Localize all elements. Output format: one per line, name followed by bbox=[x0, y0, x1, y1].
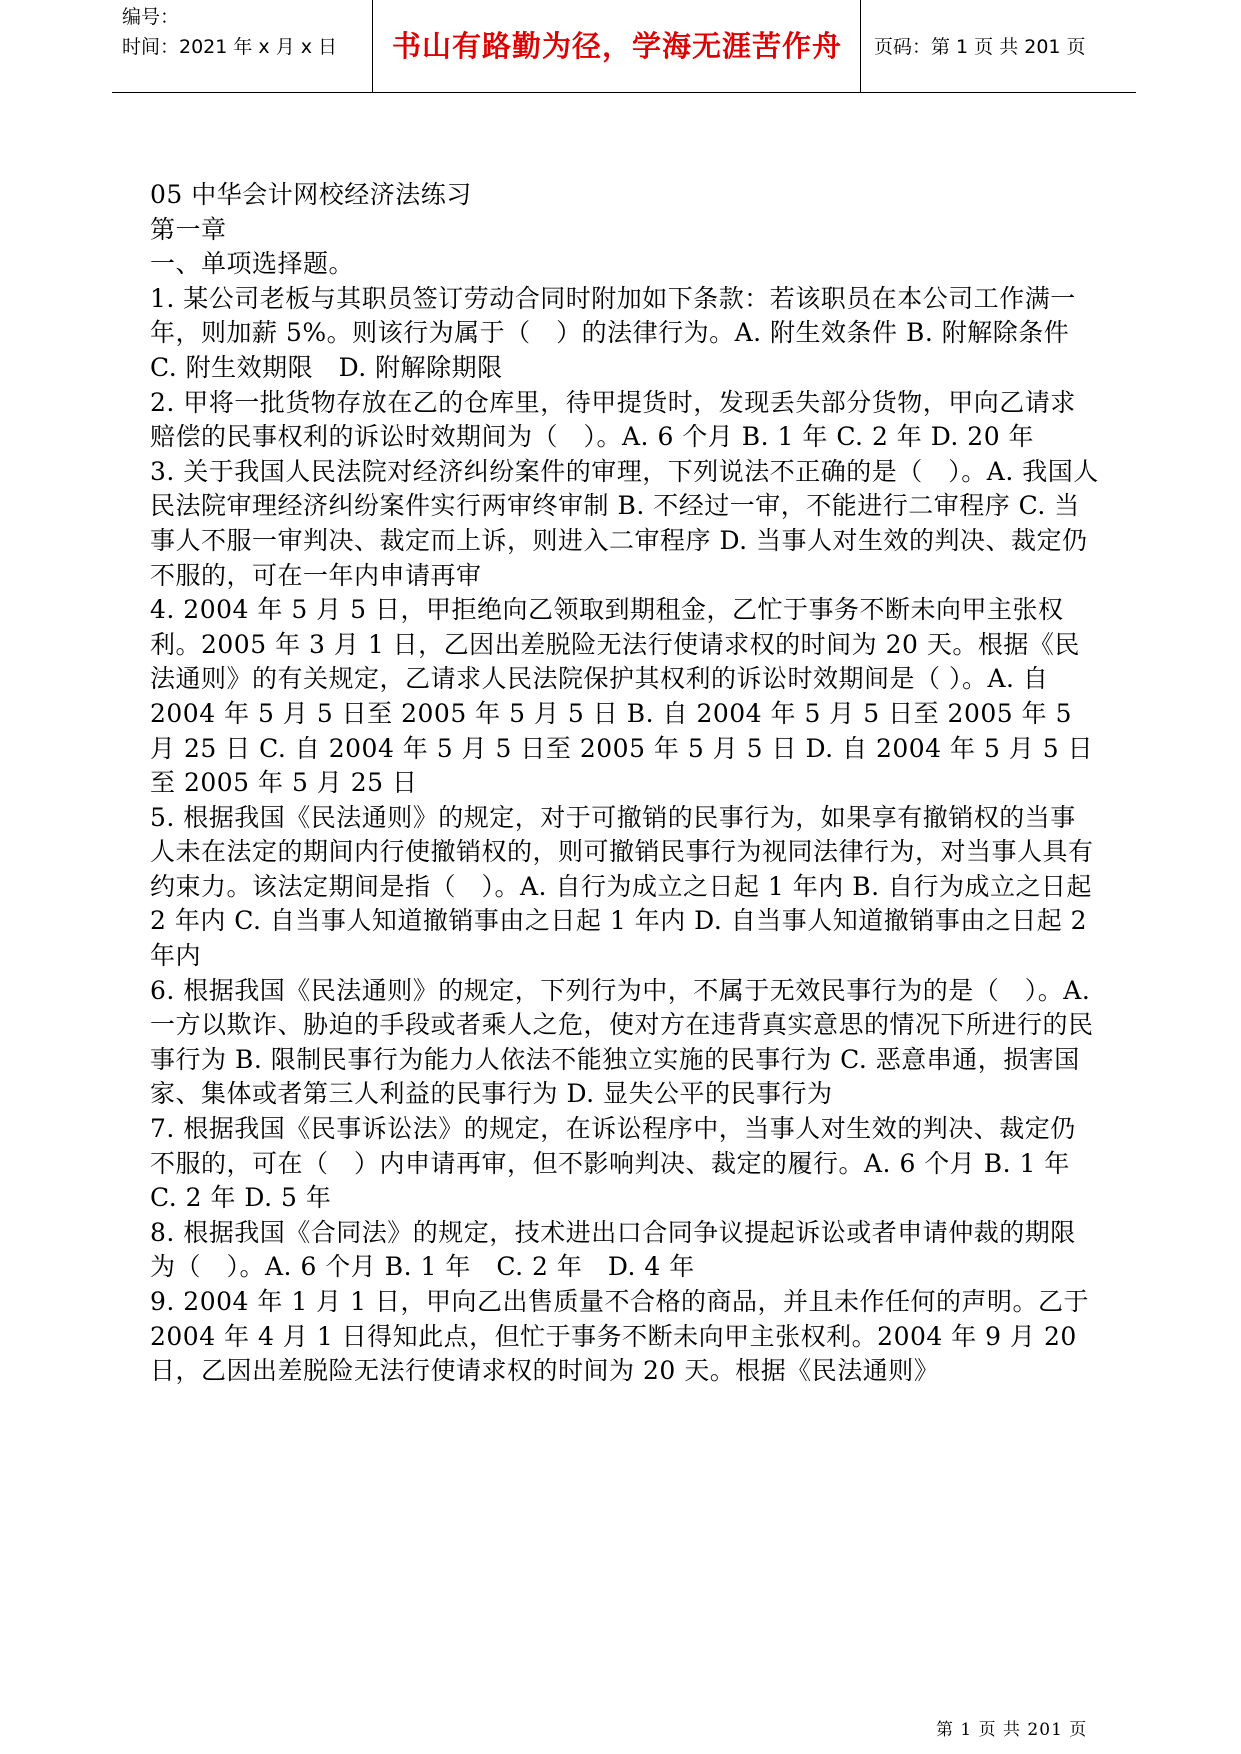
header-page-info: 页码：第 1 页 共 201 页 bbox=[874, 36, 1086, 58]
date-label: 时间：2021 年 x 月 x 日 bbox=[122, 36, 338, 58]
document-title: 05 中华会计网校经济法练习 bbox=[150, 180, 472, 209]
question-5: 5. 根据我国《民法通则》的规定，对于可撤销的民事行为，如果享有撤销权的当事人未在法定的期间内行使撤销权的，则可撤销民事行为视同法律行为，对当事人具有约束力。该法定期间是指（ ）。A. 自行为成立之日起 1 年内 B. 自行为成立之日起 2 年内 C. 自当事人知道撤销事由之日起 1 年内 D. 自当事人知道撤销事由之日起 2 年内 bbox=[150, 802, 1094, 971]
header-motto: 书山有路勤为径，学海无涯苦作舟 bbox=[391, 29, 842, 63]
page-footer: 第 1 页 共 201 页 bbox=[936, 1720, 1088, 1740]
question-4: 4. 2004 年 5 月 5 日，甲拒绝向乙领取到期租金，乙忙于事务不断未向甲主张权利。2005 年 3 月 1 日，乙因出差脱险无法行使请求权的时间为 20 天。根据《民法通则》的有关规定，乙请求人民法院保护其权利的诉讼时效期间是（ ）。A. 自 2004 年 5 月 5 日至 2005 年 5 月 5 日 B. 自 2004 年 5 月 5 日至 2005 年 5 月 25 日 C. 自 2004 年 5 月 5 日至 2005 年 5 月 5 日 D. 自 2004 年 5 月 5 日至 2005 年 5 月 25 日 bbox=[150, 595, 1094, 798]
header-divider-left bbox=[372, 0, 373, 92]
section-heading: 一、单项选择题。 bbox=[150, 249, 355, 279]
header-divider-right bbox=[860, 0, 861, 92]
chapter-heading: 第一章 bbox=[150, 214, 227, 244]
header-meta bbox=[122, 2, 382, 62]
serial-number-label: 编号： bbox=[122, 6, 180, 28]
document-body bbox=[150, 178, 1100, 1389]
page-header bbox=[112, 0, 1136, 93]
question-3: 3. 关于我国人民法院对经济纠纷案件的审理，下列说法不正确的是（ ）。A. 我国人民法院审理经济纠纷案件实行两审终审制 B. 不经过一审，不能进行二审程序 C. 当事人不服一审判决、裁定而上诉，则进入二审程序 D. 当事人对生效的判决、裁定仍不服的，可在一年内申请再审 bbox=[150, 456, 1099, 590]
question-7: 7. 根据我国《民事诉讼法》的规定，在诉讼程序中，当事人对生效的判决、裁定仍不服的，可在（ ）内申请再审，但不影响判决、裁定的履行。A. 6 个月 B. 1 年 C. 2 年 D. 5 年 bbox=[150, 1114, 1076, 1213]
question-6: 6. 根据我国《民法通则》的规定，下列行为中，不属于无效民事行为的是（ ）。A. 一方以欺诈、胁迫的手段或者乘人之危，使对方在违背真实意思的情况下所进行的民事行为 B. 限制民事行为能力人依法不能独立实施的民事行为 C. 恶意串通，损害国家、集体或者第三人利益的民事行为 D. 显失公平的民事行为 bbox=[150, 975, 1094, 1109]
question-8: 8. 根据我国《合同法》的规定，技术进出口合同争议提起诉讼或者申请仲裁的期限为（ ）。A. 6 个月 B. 1 年 C. 2 年 D. 4 年 bbox=[150, 1217, 1076, 1282]
question-2: 2. 甲将一批货物存放在乙的仓库里，待甲提货时，发现丢失部分货物，甲向乙请求赔偿的民事权利的诉讼时效期间为（ ）。A. 6 个月 B. 1 年 C. 2 年 D. 20 年 bbox=[150, 387, 1076, 452]
question-1: 1. 某公司老板与其职员签订劳动合同时附加如下条款：若该职员在本公司工作满一年，则加薪 5%。则该行为属于（ ）的法律行为。A. 附生效条件 B. 附解除条件 C. 附生效期限 D. 附解除期限 bbox=[150, 283, 1076, 382]
question-9: 9. 2004 年 1 月 1 日，甲向乙出售质量不合格的商品，并且未作任何的声明。乙于 2004 年 4 月 1 日得知此点，但忙于事务不断未向甲主张权利。2004 年 9 月 20 日，乙因出差脱险无法行使请求权的时间为 20 天。根据《民法通则》 bbox=[150, 1287, 1089, 1386]
